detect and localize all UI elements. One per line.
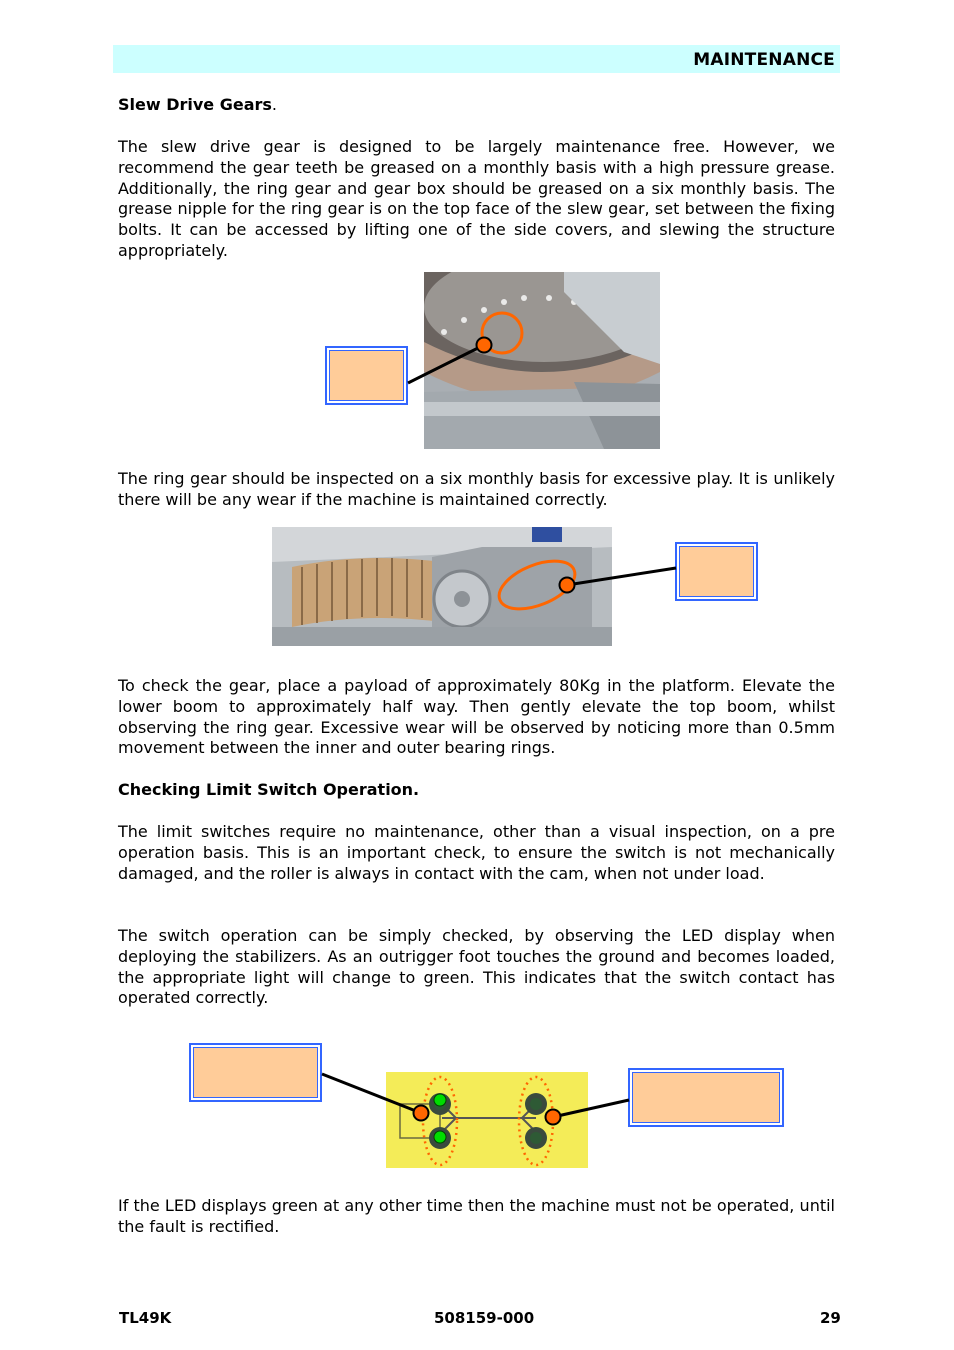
limit-switch-heading: Checking Limit Switch Operation. bbox=[118, 780, 420, 799]
final-warning-paragraph: If the LED displays green at any other time then the machine must not be operated, until the fault is rectified. bbox=[118, 1196, 835, 1236]
led-display-illustration bbox=[386, 1072, 588, 1168]
gearbox-grease-callout bbox=[675, 542, 758, 601]
led-display-photo bbox=[386, 1072, 588, 1168]
footer-doc-number: 508159-000 bbox=[434, 1309, 535, 1327]
header-bar bbox=[113, 45, 840, 73]
slew-heading-line bbox=[118, 95, 835, 116]
ring-gear-photo bbox=[424, 272, 660, 449]
ring-gear-paragraph: The ring gear should be inspected on a six monthly basis for excessive play. It is unlikely there will be any wear if the machine is maintained correctly. bbox=[118, 469, 835, 509]
footer-model: TL49K bbox=[119, 1309, 172, 1327]
grease-nipple-callout bbox=[325, 346, 408, 405]
gearbox-photo bbox=[272, 527, 612, 646]
led-off-callout bbox=[628, 1068, 784, 1127]
limit-switch-paragraph-1: The limit switches require no maintenance, other than a visual inspection, on a pre operation basis. This is an important check, to ensure the switch is not mechanically damaged, and the roller is always in contact with the cam, when not under load. bbox=[118, 822, 835, 883]
footer-page-number: 29 bbox=[820, 1309, 841, 1327]
slew-paragraph: The slew drive gear is designed to be largely maintenance free. However, we recommend the gear teeth be greased on a monthly basis with a high pressure grease. Additionally, the ring gear and gear box should be greased on a six monthly basis. The grease nipple for the ring gear is on the top face of the slew gear, set between the fixing bolts. It can be accessed by lifting one of the side covers, and slewing the structure appropriately. bbox=[118, 137, 835, 260]
section-title: MAINTENANCE bbox=[693, 50, 835, 70]
limit-switch-paragraph-2: The switch operation can be simply checked, by observing the LED display when deploying the stabilizers. As an outrigger foot touches the ground and becomes loaded, the appropriate light will change to green. This indicates that the switch contact has operated correctly. bbox=[118, 926, 835, 1008]
led-green-callout bbox=[189, 1043, 322, 1102]
slew-heading: Slew Drive Gears bbox=[118, 95, 272, 114]
slew-heading-period: . bbox=[271, 95, 278, 114]
check-gear-paragraph: To check the gear, place a payload of approximately 80Kg in the platform. Elevate the lower boom to approximately half way. Then gently elevate the top boom, whilst observing the ring gear. Excessive wear will be observed by noticing more than 0.5mm movement between the inner and outer bearing rings. bbox=[118, 676, 835, 758]
ring-gear-illustration bbox=[424, 272, 660, 449]
gearbox-illustration bbox=[272, 527, 612, 646]
